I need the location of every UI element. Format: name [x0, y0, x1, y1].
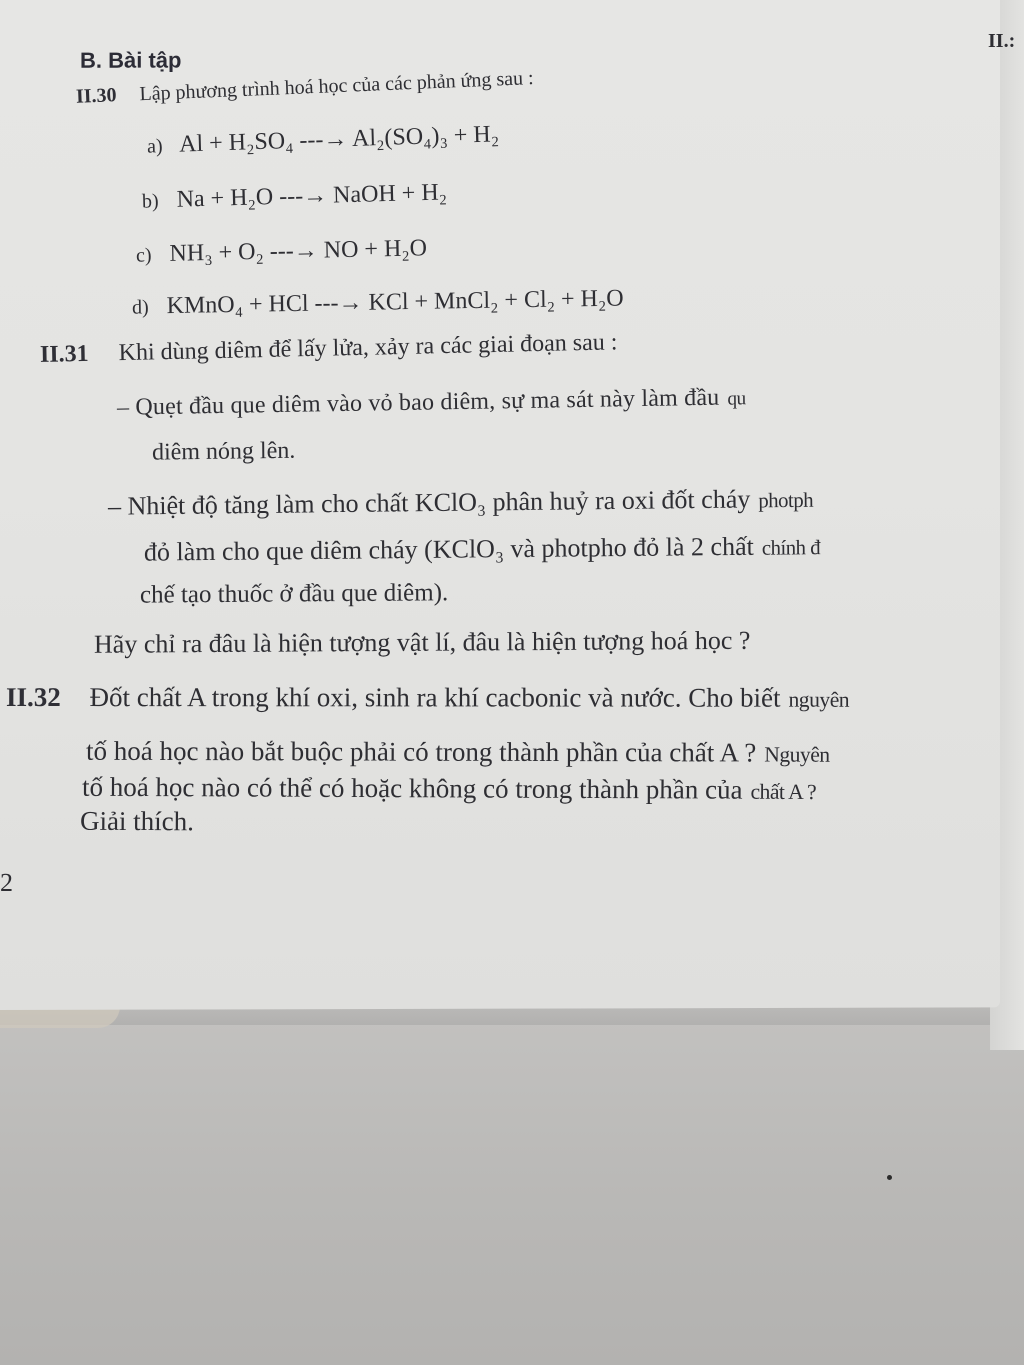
exercise-30-label: II.30 — [75, 84, 117, 108]
page-number: 2 — [0, 867, 13, 897]
exercise-31-bullet-1-line-1 — [117, 384, 746, 421]
exercise-32-line-4: Giải thích. — [79, 805, 195, 837]
exercise-32-cut-1-text: nguyên — [788, 687, 850, 712]
equation-a-text: Al + H₂SO₄ ---→ Al₂(SO₄)₃ + H₂ — [178, 121, 500, 158]
bullet-1-line-1-text: – Quẹt đầu que diêm vào vỏ bao diêm, sự ma sát này làm đầu — [116, 384, 720, 421]
exercise-32-cut-3-text: chất A ? — [750, 779, 817, 804]
equation-a-prefix: a) — [146, 135, 163, 158]
exercise-31-label: II.31 — [39, 340, 89, 368]
equation-a — [147, 121, 500, 159]
exercise-31-bullet-2-line-2 — [144, 531, 820, 567]
equation-b-prefix: b) — [141, 190, 159, 213]
exercise-32-line-2-text: tố hoá học nào bắt buộc phải có trong thành phần của chất A ? — [85, 735, 757, 768]
table-background — [0, 1000, 1024, 1365]
exercise-32-line-3-text: tố hoá học nào có thể có hoặc không có trong thành phần của — [81, 771, 743, 805]
equation-d — [132, 286, 624, 321]
bullet-2-line-1-text: – Nhiệt độ tăng làm cho chất KClO₃ phân huỷ ra oxi đốt cháy — [107, 484, 751, 521]
exercise-32-line-1-text: Đốt chất A trong khí oxi, sinh ra khí cacbonic và nước. Cho biết — [89, 682, 781, 713]
bullet-2-line-2-text: đỏ làm cho que diêm cháy (KClO₃ và photpho đỏ là 2 chất — [143, 531, 754, 567]
bullet-2-cut-2-text: chính đ — [761, 536, 821, 560]
exercise-32-line-3 — [82, 772, 816, 806]
section-heading: B. Bài tập — [80, 47, 182, 73]
exercise-31-bullet-1-line-2: diêm nóng lên. — [151, 437, 296, 466]
equation-c-text: NH₃ + O₂ ---→ NO + H₂O — [169, 235, 428, 267]
exercise-31-bullet-2-line-1 — [108, 484, 813, 522]
equation-d-prefix: d) — [131, 296, 149, 319]
exercise-31-bullet-2-line-3: chế tạo thuốc ở đầu que diêm). — [139, 579, 449, 609]
table-speck — [887, 1175, 892, 1180]
exercise-31-question: Hãy chỉ ra đâu là hiện tượng vật lí, đâu là hiện tượng hoá học ? — [93, 625, 751, 659]
exercise-32-label: II.32 — [5, 681, 61, 713]
exercise-31-title — [40, 329, 618, 369]
exercise-30-title-text: Lập phương trình hoá học của các phản ứng sau : — [139, 67, 535, 106]
exercise-32-line-2 — [86, 736, 830, 769]
right-page-label: II.: — [988, 30, 1016, 52]
equation-d-text: KMnO₄ + HCl ---→ KCl + MnCl₂ + Cl₂ + H₂O — [166, 285, 624, 320]
equation-b — [142, 179, 448, 214]
exercise-32-cut-2-text: Nguyên — [764, 742, 830, 767]
bullet-1-cut-text: qu — [727, 388, 746, 410]
equation-c — [136, 235, 427, 268]
equation-c-prefix: c) — [135, 244, 152, 267]
bullet-2-cut-1-text: photph — [758, 488, 814, 513]
equation-b-text: Na + H₂O ---→ NaOH + H₂ — [176, 179, 448, 213]
exercise-31-title-text: Khi dùng diêm để lấy lửa, xảy ra các giai đoạn sau : — [118, 329, 618, 367]
exercise-32-line-1 — [6, 682, 849, 714]
